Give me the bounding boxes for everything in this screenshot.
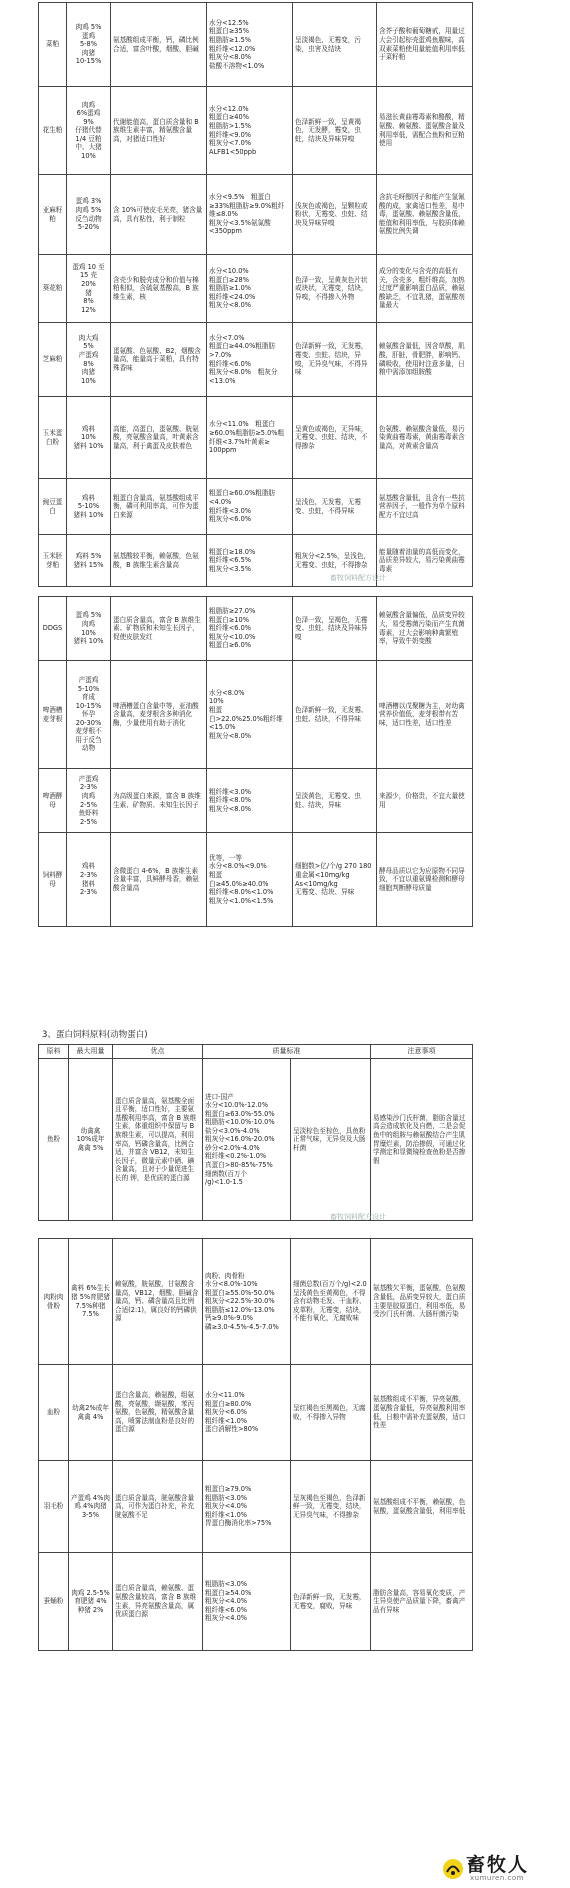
header-advantages: 优点: [113, 1045, 203, 1059]
cell-quality-standard: 水分<11.0% 粗蛋白≥80.0% 粗灰分<6.0% 粗纤维<1.0% 蛋白消解性>80%: [203, 1365, 291, 1461]
cell-advantages: 高能，高蛋白，蛋氨酸、胱氨酸，亮氨酸含量高，叶黄素含量高，利于禽蛋及皮肤着色: [111, 397, 207, 479]
cell-advantages: 蛋白质含量高，富含 B 族维生素、矿物质和未知生长因子，促使皮肤发红: [111, 597, 207, 661]
cell-notes: 氨基酸欠平衡，蛋氨酸，色氨酸含量低，品质变异较大，蛋白质主要是胶原蛋白，利用率低，易受沙门氏杆菌、大肠杆菌污染: [371, 1239, 473, 1365]
cell-quality-standard: 优等，一等 水分<8.0%<9.0% 粗蛋 白≥45.0%≥40.0% 粗纤维<8.0%<1.0% 粗灰分<1.0%<1.5%: [207, 833, 293, 927]
cell-advantages: 蛋白质含量高，氨基酸全面且平衡，适口性好，主要氨基酸利用率高，富含 B 族维生素，体重组织中保留与 B 族维生素，可以提高，利用率高，钙磷含量高，比例合适，并富含 VB12，未知生长因子，微量元素中硒、碘含量高，且对于少量促进生长的 钾，是优质的蛋白源: [113, 1059, 203, 1221]
cell-notes: 含芥子酸和葡萄糖甙，用量过大会引起棕壳蛋鸡鱼腥味，高双素菜粕使用量能值利用率低于菜籽粕: [377, 3, 473, 87]
cell-max-dose: 肉鸡 6%蛋鸡 9% 仔猪代替 1/4 豆粕 中、大猪 10%: [67, 87, 111, 175]
cell-quality-standard: 水分<11.0% 粗蛋白≥60.0%粗脂肪≥5.0%粗纤维<3.7%叶黄素≥ 100ppm: [207, 397, 293, 479]
table-row: [39, 397, 473, 479]
header-material: 原料: [39, 1045, 69, 1059]
cell-max-dose: 蛋鸡 5% 肉鸡 10% 猪料 10%: [67, 597, 111, 661]
table-plant-protein-1: [38, 2, 473, 587]
cell-quality-standard: 粗蛋白≥79.0% 粗脂肪<3.0% 粗灰分<4.0% 粗纤维<1.0% 胃蛋白酶消化率>75%: [203, 1461, 291, 1553]
cell-material-name: 啤酒酵母: [39, 769, 67, 833]
cell-advantages: 蛋白含量高，赖氨酸，组氨酸，亮氨酸，缬氨酸，苯丙氨酸，色氨酸，精氨酸含量高，喷雾法制血粉是良好的蛋白源: [113, 1365, 203, 1461]
cell-max-dose: 鸡料 5-10% 猪料 10%: [67, 479, 111, 535]
cell-quality-standard: 水分<10.0% 粗蛋白≥28% 粗脂肪≥1.0% 粗纤维<24.0% 粗灰分<8.0%: [207, 255, 293, 323]
cell-max-dose: 幼禽禽 10%成年 禽禽 5%: [69, 1059, 113, 1221]
table-animal-protein-1: [38, 1044, 473, 1221]
cell-notes: 易滋长黄曲霉毒素和酪酸，精氨酸、赖氨酸、蛋氨酸含量及利用率低，需配合鱼粉和豆粕使用: [377, 87, 473, 175]
logo-url: xumuren.com: [470, 1874, 524, 1882]
section-title-animal-protein: 3、蛋白饲料原料(动物蛋白): [42, 1030, 148, 1040]
cell-quality-standard: 粗脂肪<3.0% 粗蛋白≥54.0% 粗灰分<4.0% 粗纤维<6.0% 粗灰分<4.0%: [203, 1553, 291, 1651]
cell-notes: 易感染沙门氏杆菌，脂肪含量过高会造成软化及自燃，二是会促鱼中的组胺与赖氨酸结合产生肌胃糜烂素，防治掺假，可通过化学测定和显微镜检查鱼粉是否掺假: [371, 1059, 473, 1221]
cell-appearance: 呈淡褐色，无霉变，污染，虫害及结块: [293, 3, 377, 87]
cell-advantages: 为高级蛋白来源，富含 B 族维生素、矿物质、未知生长因子: [111, 769, 207, 833]
cell-max-dose: 肉鸡 5% 蛋鸡 5-8% 肉猪 10-15%: [67, 3, 111, 87]
cell-material-name: 玉米蛋白粉: [39, 397, 67, 479]
cell-material-name: 花生粕: [39, 87, 67, 175]
cell-quality-standard: 水分<9.5% 粗蛋白≥33%粗脂肪≥9.0%粗纤维≤8.0% 粗灰分<3.5%氨氮酸<350ppm: [207, 175, 293, 255]
site-logo: [442, 1850, 566, 1886]
cell-notes: 能量随着油量的高低而变化，品质差异较大，易污染黄曲霉毒素: [377, 535, 473, 587]
cell-advantages: 粗蛋白含量高，氨基酸组成平衡，磷可利用率高，可作为蛋白来源: [111, 479, 207, 535]
table-row: [39, 479, 473, 535]
cell-max-dose: 肉鸡 2.5-5% 育肥猪 4% 种猪 2%: [69, 1553, 113, 1651]
cell-material-name: 羽毛粉: [39, 1461, 69, 1553]
cell-advantages: 氨基酸较平衡，赖氨酸，色氨酸，B 族维生素含量高: [111, 535, 207, 587]
cell-advantages: 蛋白质含量高，赖氨酸、蛋氨酸含量较高，富含 B 族维生素，异亮氨酸含量高，属优质蛋白源: [113, 1553, 203, 1651]
cell-material-name: 血粉: [39, 1365, 69, 1461]
cell-appearance: 呈淡棕色至棕色，具鱼粉正常气味，无异臭及大肠杆菌: [291, 1059, 371, 1221]
cell-material-name: 肉粉肉骨粉: [39, 1239, 69, 1365]
cell-quality-standard: 粗蛋白≥60.0%粗脂肪<4.0% 粗纤维<3.0% 粗灰分<6.0%: [207, 479, 293, 535]
header-notes: 注意事项: [371, 1045, 473, 1059]
cell-notes: 脂肪含量高，容易氧化变质，产生异臭使产品质量下降，畜禽产品有异味: [371, 1553, 473, 1651]
table-row: [39, 535, 473, 587]
cell-notes: 酵母品质以它为应原物不同导致，不宜以重氨镍检测和酵母细胞判断酵母质量: [377, 833, 473, 927]
table-row: [39, 597, 473, 661]
table-row: [39, 1553, 473, 1651]
cell-appearance: 细菌总数(百万个/g)<2.0 呈浅黄色至黄褐色，不得含有动物毛发、干血粉、皮革粉，无霉变，结块，不能有氧化，无腐败味: [291, 1239, 371, 1365]
cell-appearance: 色泽一致，呈褐色，无霉变、虫蛀、结块及异味异嗅: [293, 597, 377, 661]
table-row: [39, 1059, 473, 1221]
cell-appearance: 细胞数>亿/个/g 270 180 重金属<10mg/kg As<10mg/kg 无霉变、结块、异味: [293, 833, 377, 927]
cell-appearance: 呈红褐色至黑褐色，无腐败，不得掺入异物: [291, 1365, 371, 1461]
cell-advantages: 含 10%可使皮毛光亮，猪含量高，具有粘性，利于制粒: [111, 175, 207, 255]
cell-material-name: 葵花粕: [39, 255, 67, 323]
table-header-row: [39, 1045, 473, 1059]
table-animal-protein-2: [38, 1238, 473, 1651]
cell-quality-standard: 肉粉、肉骨粉 水分<8.0%-10% 粗蛋白≥55.0%-50.0% 粗灰分<22.5%-30.0% 粗脂肪≤12.0%-13.0% 钙≥9.0%-9.0% 磷≥3.0-4.5%-4.5-7.0%: [203, 1239, 291, 1365]
cell-quality-standard: 水分<7.0% 粗蛋白≥44.0%粗脂肪>7.0% 粗纤维<6.0% 粗灰分<8.0% 粗灰分<13.0%: [207, 323, 293, 397]
cell-appearance: 浅灰色或褐色，呈颗粒或粉状，无霉变、虫蛀、结块及异味异嗅: [293, 175, 377, 255]
cell-material-name: 芝麻粕: [39, 323, 67, 397]
cell-notes: 含抗毛呀醇因子和能产生氢氰酸的成，家禽适口性差，易中毒，蛋氨酸、赖氨酸含量低，能值和利用率低，与胶质体赖氨酸比例失调: [377, 175, 473, 255]
watermark: 畜牧饲料配方设计: [330, 1213, 386, 1221]
cell-max-dose: 禽料 6%生长猪 5%育肥猪 7.5%种猪 7.5%: [69, 1239, 113, 1365]
table-row: [39, 3, 473, 87]
cell-material-name: 饲料酵母: [39, 833, 67, 927]
cell-material-name: 亚麻籽粕: [39, 175, 67, 255]
cell-appearance: 色泽新鲜一致，呈黄褐色，无发酵，霉变，虫蛀，结块及异味异嗅: [293, 87, 377, 175]
cell-appearance: 粗灰分<2.5%，呈浅色，无霉变、虫蛀，不得掺杂: [293, 535, 377, 587]
cell-notes: 氨基酸含量低，且含有一些抗营养因子，一般作为单个原料配方不宜过高: [377, 479, 473, 535]
cell-advantages: 代谢能值高，蛋白质含量和 B 族维生素丰富，精氨酸含量高，对猪适口性好: [111, 87, 207, 175]
table-row: [39, 769, 473, 833]
cell-appearance: 色泽新鲜一致，无发霉，无霉变，腐败，异味: [291, 1553, 371, 1651]
cell-notes: 色氨酸、赖氨酸含量低，易污染黄曲霉毒素，黄曲霉毒素含量高，对黄素含量高: [377, 397, 473, 479]
cell-notes: 赖氨酸含量偏低，品质变异较大，易受霉菌污染而产生真菌毒素，过大会影响种禽繁殖率，导致牛奶变酸: [377, 597, 473, 661]
cell-max-dose: 肉大鸡 5% 产蛋鸡 8% 肉猪 10%: [67, 323, 111, 397]
cell-notes: 成分的变化与含壳的高低有关，含壳多，粗纤维高，加热过度严重影响蛋白品质，赖氨酸缺乏，不宜乳猪，蛋氨酸剂量最大: [377, 255, 473, 323]
cell-advantages: 啤酒槽蛋白含量中等，亚油酸含量高，麦芽根含多种消化酶，少量使用有助于消化: [111, 661, 207, 769]
cell-max-dose: 幼禽2%成年禽禽 4%: [69, 1365, 113, 1461]
cell-advantages: 含微蛋白 4-6%，B 族维生素含量丰富，具鲜酵母香，赖氨酸含量高: [111, 833, 207, 927]
table-row: [39, 255, 473, 323]
table-row: [39, 1239, 473, 1365]
cell-appearance: 色泽一致，呈黄灰色片状或块状，无霉变，结块，异嗅，不得掺入外物: [293, 255, 377, 323]
cell-material-name: 玉米胚芽粕: [39, 535, 67, 587]
cell-appearance: 色泽新鲜一致，无发霉，霉变、虫蛀、结块，异嗅，无异臭气味，不得异味: [293, 323, 377, 397]
cell-material-name: 菜粕: [39, 3, 67, 87]
header-max-dose: 最大用量: [69, 1045, 113, 1059]
cell-material-name: 豌豆蛋白: [39, 479, 67, 535]
cell-material-name: DDGS: [39, 597, 67, 661]
cell-advantages: 含壳少和脱壳成分和价值与棉粕相似，含硫氨基酸高，B 族维生素，核: [111, 255, 207, 323]
cell-appearance: 呈浅色，无发霉，无霉变、虫蛀，不得异味: [293, 479, 377, 535]
cell-appearance: 呈淡黄色，无霉变、虫蛀、结块，异味: [293, 769, 377, 833]
cell-notes: 啤酒槽以戊聚糖为主，对幼禽营养价值低，麦芽根带有苦味，适口性差，适口性差: [377, 661, 473, 769]
table-row: [39, 1461, 473, 1553]
cell-quality-standard: 水分<12.5% 粗蛋白≥35% 粗脂肪≥1.5% 粗纤维<12.0% 粗灰分<8.0% 盐酸不溶物<1.0%: [207, 3, 293, 87]
cell-max-dose: 鸡料 5% 猪料 15%: [67, 535, 111, 587]
cell-advantages: 赖氨酸，胱氨酸，甘氨酸含量高，VB12，烟酸、胆碱含量高，钙、磷含量高且比例合适(2:1)，属良好的钙磷供源: [113, 1239, 203, 1365]
cell-material-name: 鱼粉: [39, 1059, 69, 1221]
cell-max-dose: 鸡料 2-3% 猪料 2-3%: [67, 833, 111, 927]
table-row: [39, 1365, 473, 1461]
header-quality-standard: 质量标准: [203, 1045, 371, 1059]
table-row: [39, 833, 473, 927]
cell-quality-standard: 粗纤维<3.0% 粗纤维<8.0% 粗灰分<8.0%: [207, 769, 293, 833]
table-row: [39, 661, 473, 769]
watermark: 畜牧饲料配方设计: [330, 574, 386, 582]
cell-quality-standard: 水分<12.0% 粗蛋白≥40% 粗脂肪>1.5% 粗纤维<9.0% 粗灰分<7.0% ALFB1<50ppb: [207, 87, 293, 175]
cell-max-dose: 产蛋鸡 4%肉鸡 4%肉猪 3-5%: [69, 1461, 113, 1553]
table-plant-protein-2: [38, 596, 473, 927]
cell-max-dose: 蛋鸡 10 至 15 壳 20% 猪 8% 12%: [67, 255, 111, 323]
cell-max-dose: 产蛋鸡 5-10% 育成 10-15% 怀孕 20-30% 麦芽根不 用于反刍 动物: [67, 661, 111, 769]
cell-advantages: 蛋氨酸、色氨酸、B2，烟酸含量高，能量高于菜粕，具有特殊香味: [111, 323, 207, 397]
cell-quality-standard: 粗脂肪≥27.0% 粗蛋白≥10% 粗纤维<6.0% 粗灰分<10.0% 粗蛋白≥6.0%: [207, 597, 293, 661]
cell-max-dose: 产蛋鸡 2-3% 肉鸡 2-5% 鱼虾料 2-5%: [67, 769, 111, 833]
cell-notes: 氨基酸组成不平衡，赖氨酸，色氨酸，蛋氨酸含量低，利用率低: [371, 1461, 473, 1553]
cell-appearance: 呈灰褐色至褐色，色泽新鲜一致，无霉变，结块，无异臭气味，不得掺杂: [291, 1461, 371, 1553]
table-row: [39, 175, 473, 255]
cell-max-dose: 蛋鸡 3% 肉鸡 5% 反刍动物 5-20%: [67, 175, 111, 255]
cell-quality-standard: 水分<8.0% 10% 粗蛋 白>22.0%25.0%粗纤维<15.0% 粗灰分<8.0%: [207, 661, 293, 769]
table-row: [39, 87, 473, 175]
cell-material-name: 啤酒槽麦芽根: [39, 661, 67, 769]
cell-notes: 赖氨酸含量低，因含草酸，肌酸，肝脏，骨肥胖，影响钙、磷吸收，使用时注意多量，日粮中需添加组胺酸: [377, 323, 473, 397]
cell-max-dose: 鸡料 10% 猪料 10%: [67, 397, 111, 479]
logo-text: 畜牧人: [466, 1854, 530, 1876]
logo-mark-icon: [442, 1858, 464, 1880]
cell-notes: 来源少，价格贵，不宜大量使用: [377, 769, 473, 833]
cell-advantages: 氨基酸组成平衡，钙，磷比例合适，富含叶酸，烟酸，胆碱: [111, 3, 207, 87]
cell-appearance: 色泽新鲜一致，无发霉、虫蛀、结块，不得异味: [293, 661, 377, 769]
cell-material-name: 蚕蛹粉: [39, 1553, 69, 1651]
cell-appearance: 呈黄色或褐色，无异味，无霉变、虫蛀、结块，不得掺杂: [293, 397, 377, 479]
cell-quality-standard: 粗蛋白≥18.0% 粗纤维<6.5% 粗灰分<3.5%: [207, 535, 293, 587]
cell-notes: 氨基酸组成不平衡，异亮氨酸，蛋氨酸含量低，异亮氨酸利用率低，日粮中需补充蛋氨酸，适口性差: [371, 1365, 473, 1461]
cell-quality-standard: 进口-国产 水分<10.0%-12.0% 粗蛋白≥63.0%-55.0% 粗脂肪<10.0%-10.0% 盐分<3.0%-4.0% 粗灰分<16.0%-20.0% 砂分<2.0%-4.0% 粗纤维<0.2%-1.0% 真蛋白>80-85%-75% 细菌数(百万个 /g)<1.0-1.5: [203, 1059, 291, 1221]
table-row: [39, 323, 473, 397]
cell-advantages: 蛋白质含量高，胱氨酸含量高，可作为蛋白补充，补充胱氨酸不足: [113, 1461, 203, 1553]
